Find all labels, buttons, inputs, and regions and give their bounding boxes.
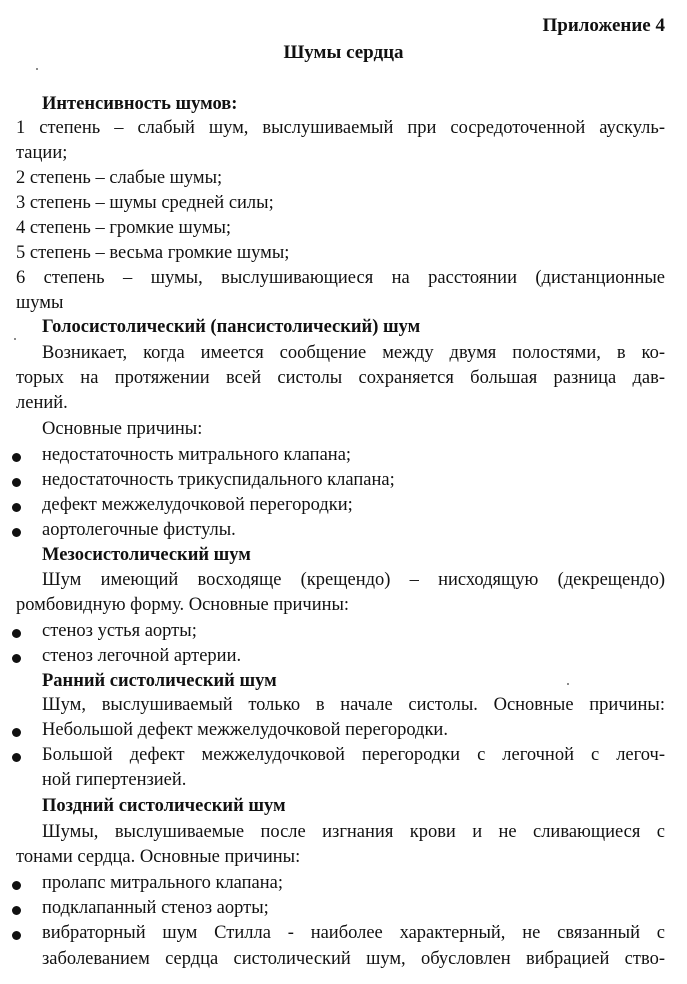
- late-systolic-paragraph-2: тонами сердца. Основные причины:: [16, 847, 301, 867]
- intensity-line-1: 1 степень – слабый шум, выслушиваемый при сосредоточенной аускуль-: [16, 118, 665, 138]
- list-item-continuation: ной гипертензией.: [42, 770, 187, 790]
- bullet-icon: [12, 906, 21, 915]
- bullet-icon: [12, 931, 21, 940]
- scan-speck: [36, 68, 38, 70]
- bullet-icon: [12, 478, 21, 487]
- list-item: Небольшой дефект межжелудочковой перегородки.: [42, 720, 448, 740]
- intensity-line-2: 2 степень – слабые шумы;: [16, 168, 223, 188]
- bullet-icon: [12, 453, 21, 462]
- appendix-label: Приложение 4: [542, 15, 665, 36]
- intensity-line-6b: шумы: [16, 293, 64, 313]
- holosystolic-paragraph-2: торых на протяжении всей систолы сохраняется большая разница дав-: [16, 368, 665, 388]
- intensity-line-3: 3 степень – шумы средней силы;: [16, 193, 274, 213]
- mesosystolic-paragraph-1: Шум имеющий восходяще (крещендо) – нисходящую (декрещендо): [42, 570, 665, 590]
- intensity-line-6: 6 степень – шумы, выслушивающиеся на расстоянии (дистанционные: [16, 268, 665, 288]
- list-item-continuation: заболеванием сердца систолический шум, обусловлен вибрацией ство-: [42, 949, 665, 969]
- bullet-icon: [12, 881, 21, 890]
- late-systolic-heading: Поздний систолический шум: [42, 796, 286, 816]
- bullet-icon: [12, 629, 21, 638]
- list-item: пролапс митрального клапана;: [42, 873, 284, 893]
- list-item: вибраторный шум Стилла - наиболее характерный, не связанный с: [42, 923, 665, 943]
- intensity-line-4: 4 степень – громкие шумы;: [16, 218, 232, 238]
- list-item: аортолегочные фистулы.: [42, 520, 236, 540]
- list-item: стеноз устья аорты;: [42, 621, 197, 641]
- list-item: недостаточность трикуспидального клапана;: [42, 470, 395, 490]
- bullet-icon: [12, 503, 21, 512]
- early-systolic-paragraph-1: Шум, выслушиваемый только в начале систолы. Основные причины:: [42, 695, 665, 715]
- scan-speck: [567, 683, 569, 685]
- page-title: Шумы сердца: [283, 42, 404, 63]
- intensity-heading: Интенсивность шумов:: [42, 94, 238, 114]
- bullet-icon: [12, 654, 21, 663]
- holosystolic-paragraph-3: лений.: [16, 393, 68, 413]
- list-item: подклапанный стеноз аорты;: [42, 898, 269, 918]
- list-item: недостаточность митрального клапана;: [42, 445, 352, 465]
- early-systolic-heading: Ранний систолический шум: [42, 671, 277, 691]
- bullet-icon: [12, 728, 21, 737]
- holosystolic-paragraph-1: Возникает, когда имеется сообщение между двумя полостями, в ко-: [42, 343, 665, 363]
- holosystolic-heading: Голосистолический (пансистолический) шум: [42, 317, 421, 337]
- list-item: стеноз легочной артерии.: [42, 646, 242, 666]
- intensity-line-5: 5 степень – весьма громкие шумы;: [16, 243, 290, 263]
- scan-speck: [14, 338, 16, 340]
- list-item: Большой дефект межжелудочковой перегородки с легочной с легоч-: [42, 745, 665, 765]
- late-systolic-paragraph-1: Шумы, выслушиваемые после изгнания крови и не сливающиеся с: [42, 822, 665, 842]
- intensity-line-1b: тации;: [16, 143, 68, 163]
- bullet-icon: [12, 753, 21, 762]
- mesosystolic-heading: Мезосистолический шум: [42, 545, 251, 565]
- bullet-icon: [12, 528, 21, 537]
- holosystolic-causes-label: Основные причины:: [42, 419, 203, 439]
- mesosystolic-paragraph-2: ромбовидную форму. Основные причины:: [16, 595, 350, 615]
- list-item: дефект межжелудочковой перегородки;: [42, 495, 353, 515]
